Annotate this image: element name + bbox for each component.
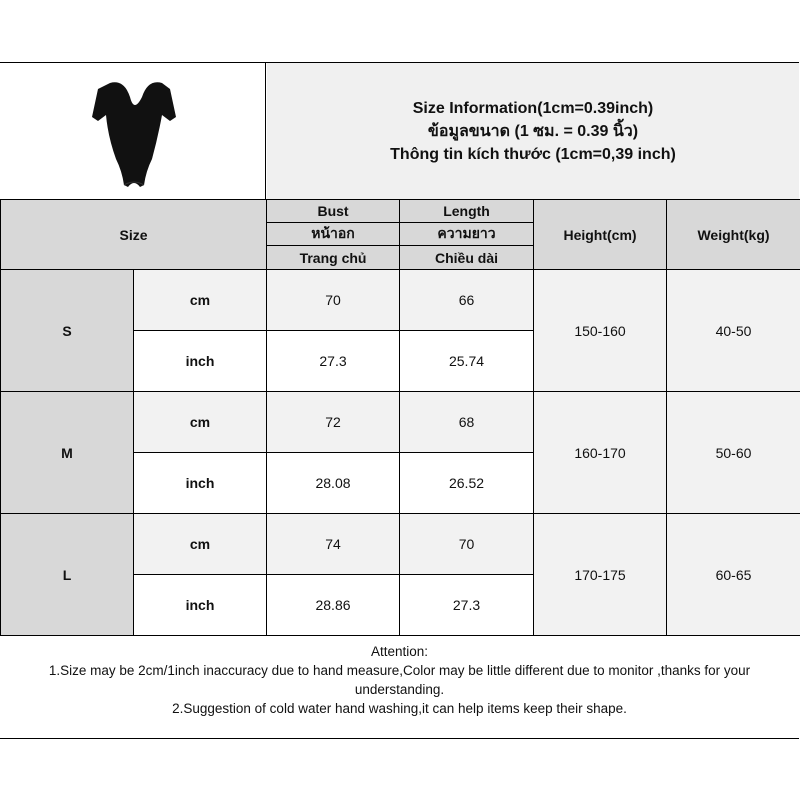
product-photo-cell [0, 63, 266, 199]
attention-note-1: 1.Size may be 2cm/1inch inaccuracy due to hand measure,Color may be little different due to monitor ,thanks for your understanding. [48, 663, 751, 697]
length-inch: 26.52 [400, 453, 534, 514]
attention-title: Attention: [370, 644, 429, 659]
bodysuit-product-image [66, 67, 202, 197]
bust-header-vi: Trang chủ [267, 246, 400, 270]
length-header-vi: Chiều dài [400, 246, 534, 270]
length-cm: 66 [400, 270, 534, 331]
length-header-en: Length [400, 200, 534, 223]
length-inch: 25.74 [400, 331, 534, 392]
header-line-english: Size Information(1cm=0.39inch) [412, 99, 654, 117]
size-information-header [267, 63, 799, 199]
weight-range: 40-50 [667, 270, 800, 392]
unit-label-cm: cm [134, 270, 267, 331]
length-cm: 68 [400, 392, 534, 453]
height-range: 150-160 [534, 270, 667, 392]
attention-note-2: 2.Suggestion of cold water hand washing,it can help items keep their shape. [172, 701, 627, 716]
size-label-s: S [1, 270, 134, 392]
table-row [1, 514, 800, 575]
weight-range: 50-60 [667, 392, 800, 514]
height-header: Height(cm) [534, 200, 667, 270]
bust-header-th: หน้าอก [267, 223, 400, 246]
unit-label-inch: inch [134, 331, 267, 392]
weight-header: Weight(kg) [667, 200, 800, 270]
attention-notes [0, 638, 799, 738]
table-row [1, 392, 800, 453]
unit-label-cm: cm [134, 514, 267, 575]
unit-label-inch: inch [134, 453, 267, 514]
bust-cm: 72 [267, 392, 400, 453]
weight-range: 60-65 [667, 514, 800, 636]
bust-cm: 70 [267, 270, 400, 331]
size-chart-sheet [0, 62, 799, 739]
unit-label-inch: inch [134, 575, 267, 636]
bust-cm: 74 [267, 514, 400, 575]
length-header-th: ความยาว [400, 223, 534, 246]
size-label-m: M [1, 392, 134, 514]
bust-header-en: Bust [267, 200, 400, 223]
table-row [1, 270, 800, 331]
bust-inch: 27.3 [267, 331, 400, 392]
length-cm: 70 [400, 514, 534, 575]
unit-label-cm: cm [134, 392, 267, 453]
size-table [0, 199, 800, 636]
header-line-thai: ข้อมูลขนาด (1 ซม. = 0.39 นิ้ว) [427, 122, 639, 140]
size-label-l: L [1, 514, 134, 636]
header-line-vietnamese: Thông tin kích thước (1cm=0,39 inch) [390, 145, 676, 163]
height-range: 170-175 [534, 514, 667, 636]
size-header: Size [1, 200, 267, 270]
length-inch: 27.3 [400, 575, 534, 636]
bust-inch: 28.86 [267, 575, 400, 636]
bust-inch: 28.08 [267, 453, 400, 514]
height-range: 160-170 [534, 392, 667, 514]
